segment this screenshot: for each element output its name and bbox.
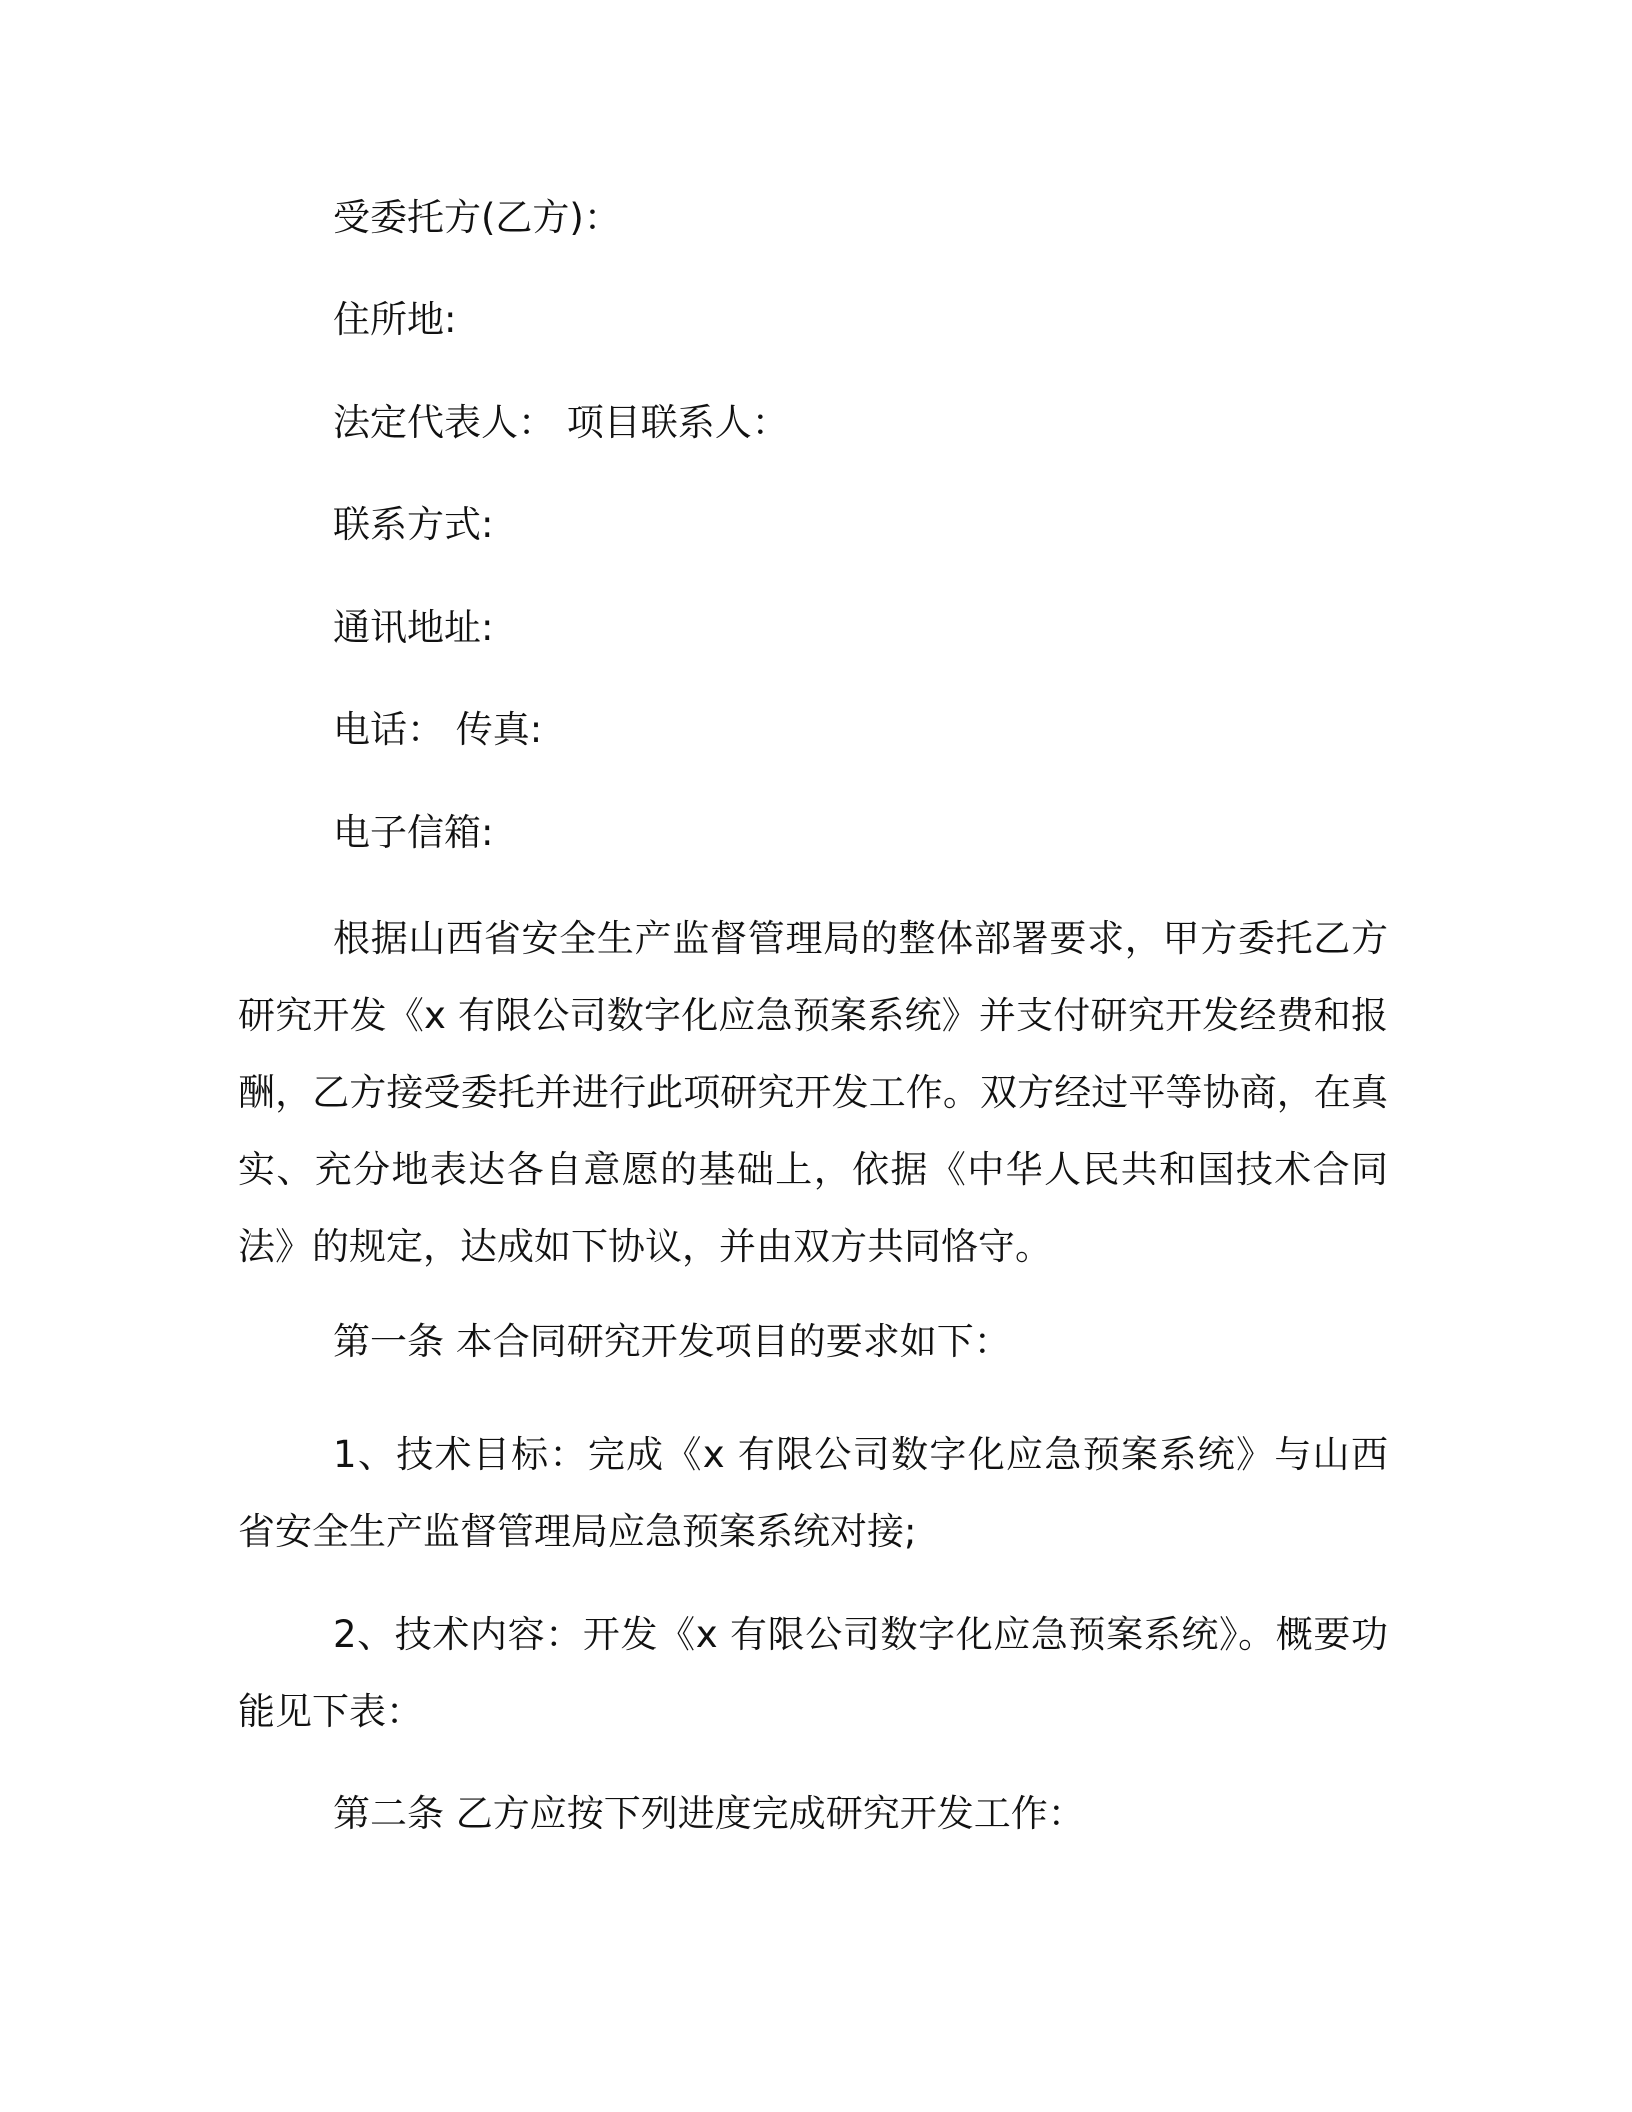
- article-1-item-2: 2、技术内容：开发《x 有限公司数字化应急预案系统》。概要功能见下表：: [238, 1613, 1388, 1733]
- address-label: 住所地:: [333, 298, 457, 341]
- contact-method-label: 联系方式:: [333, 503, 494, 546]
- article-2-heading: 第二条 乙方应按下列进度完成研究开发工作：: [333, 1792, 1085, 1835]
- preamble-paragraph: 根据山西省安全生产监督管理局的整体部署要求，甲方委托乙方研究开发《x 有限公司数字化应急预案系统》并支付研究开发经费和报酬，乙方接受委托并进行此项研究开发工作。双方经过平等协商，在真实、充分地表达各自意愿的基础上，依据《中华人民共和国技术合同法》的规定，达成如下协议，并由双方共同恪守。: [238, 917, 1388, 1268]
- legal-rep-contact-label: 法定代表人： 项目联系人：: [333, 401, 789, 444]
- email-label: 电子信箱:: [333, 811, 494, 854]
- article-1-item-1: 1、技术目标：完成《x 有限公司数字化应急预案系统》与山西省安全生产监督管理局应急预案系统对接;: [238, 1433, 1388, 1553]
- entrusted-party-label: 受委托方(乙方)：: [333, 196, 621, 239]
- phone-fax-label: 电话： 传真:: [333, 708, 543, 751]
- article-1-heading: 第一条 本合同研究开发项目的要求如下：: [333, 1320, 1011, 1363]
- mailing-address-label: 通讯地址:: [333, 606, 494, 649]
